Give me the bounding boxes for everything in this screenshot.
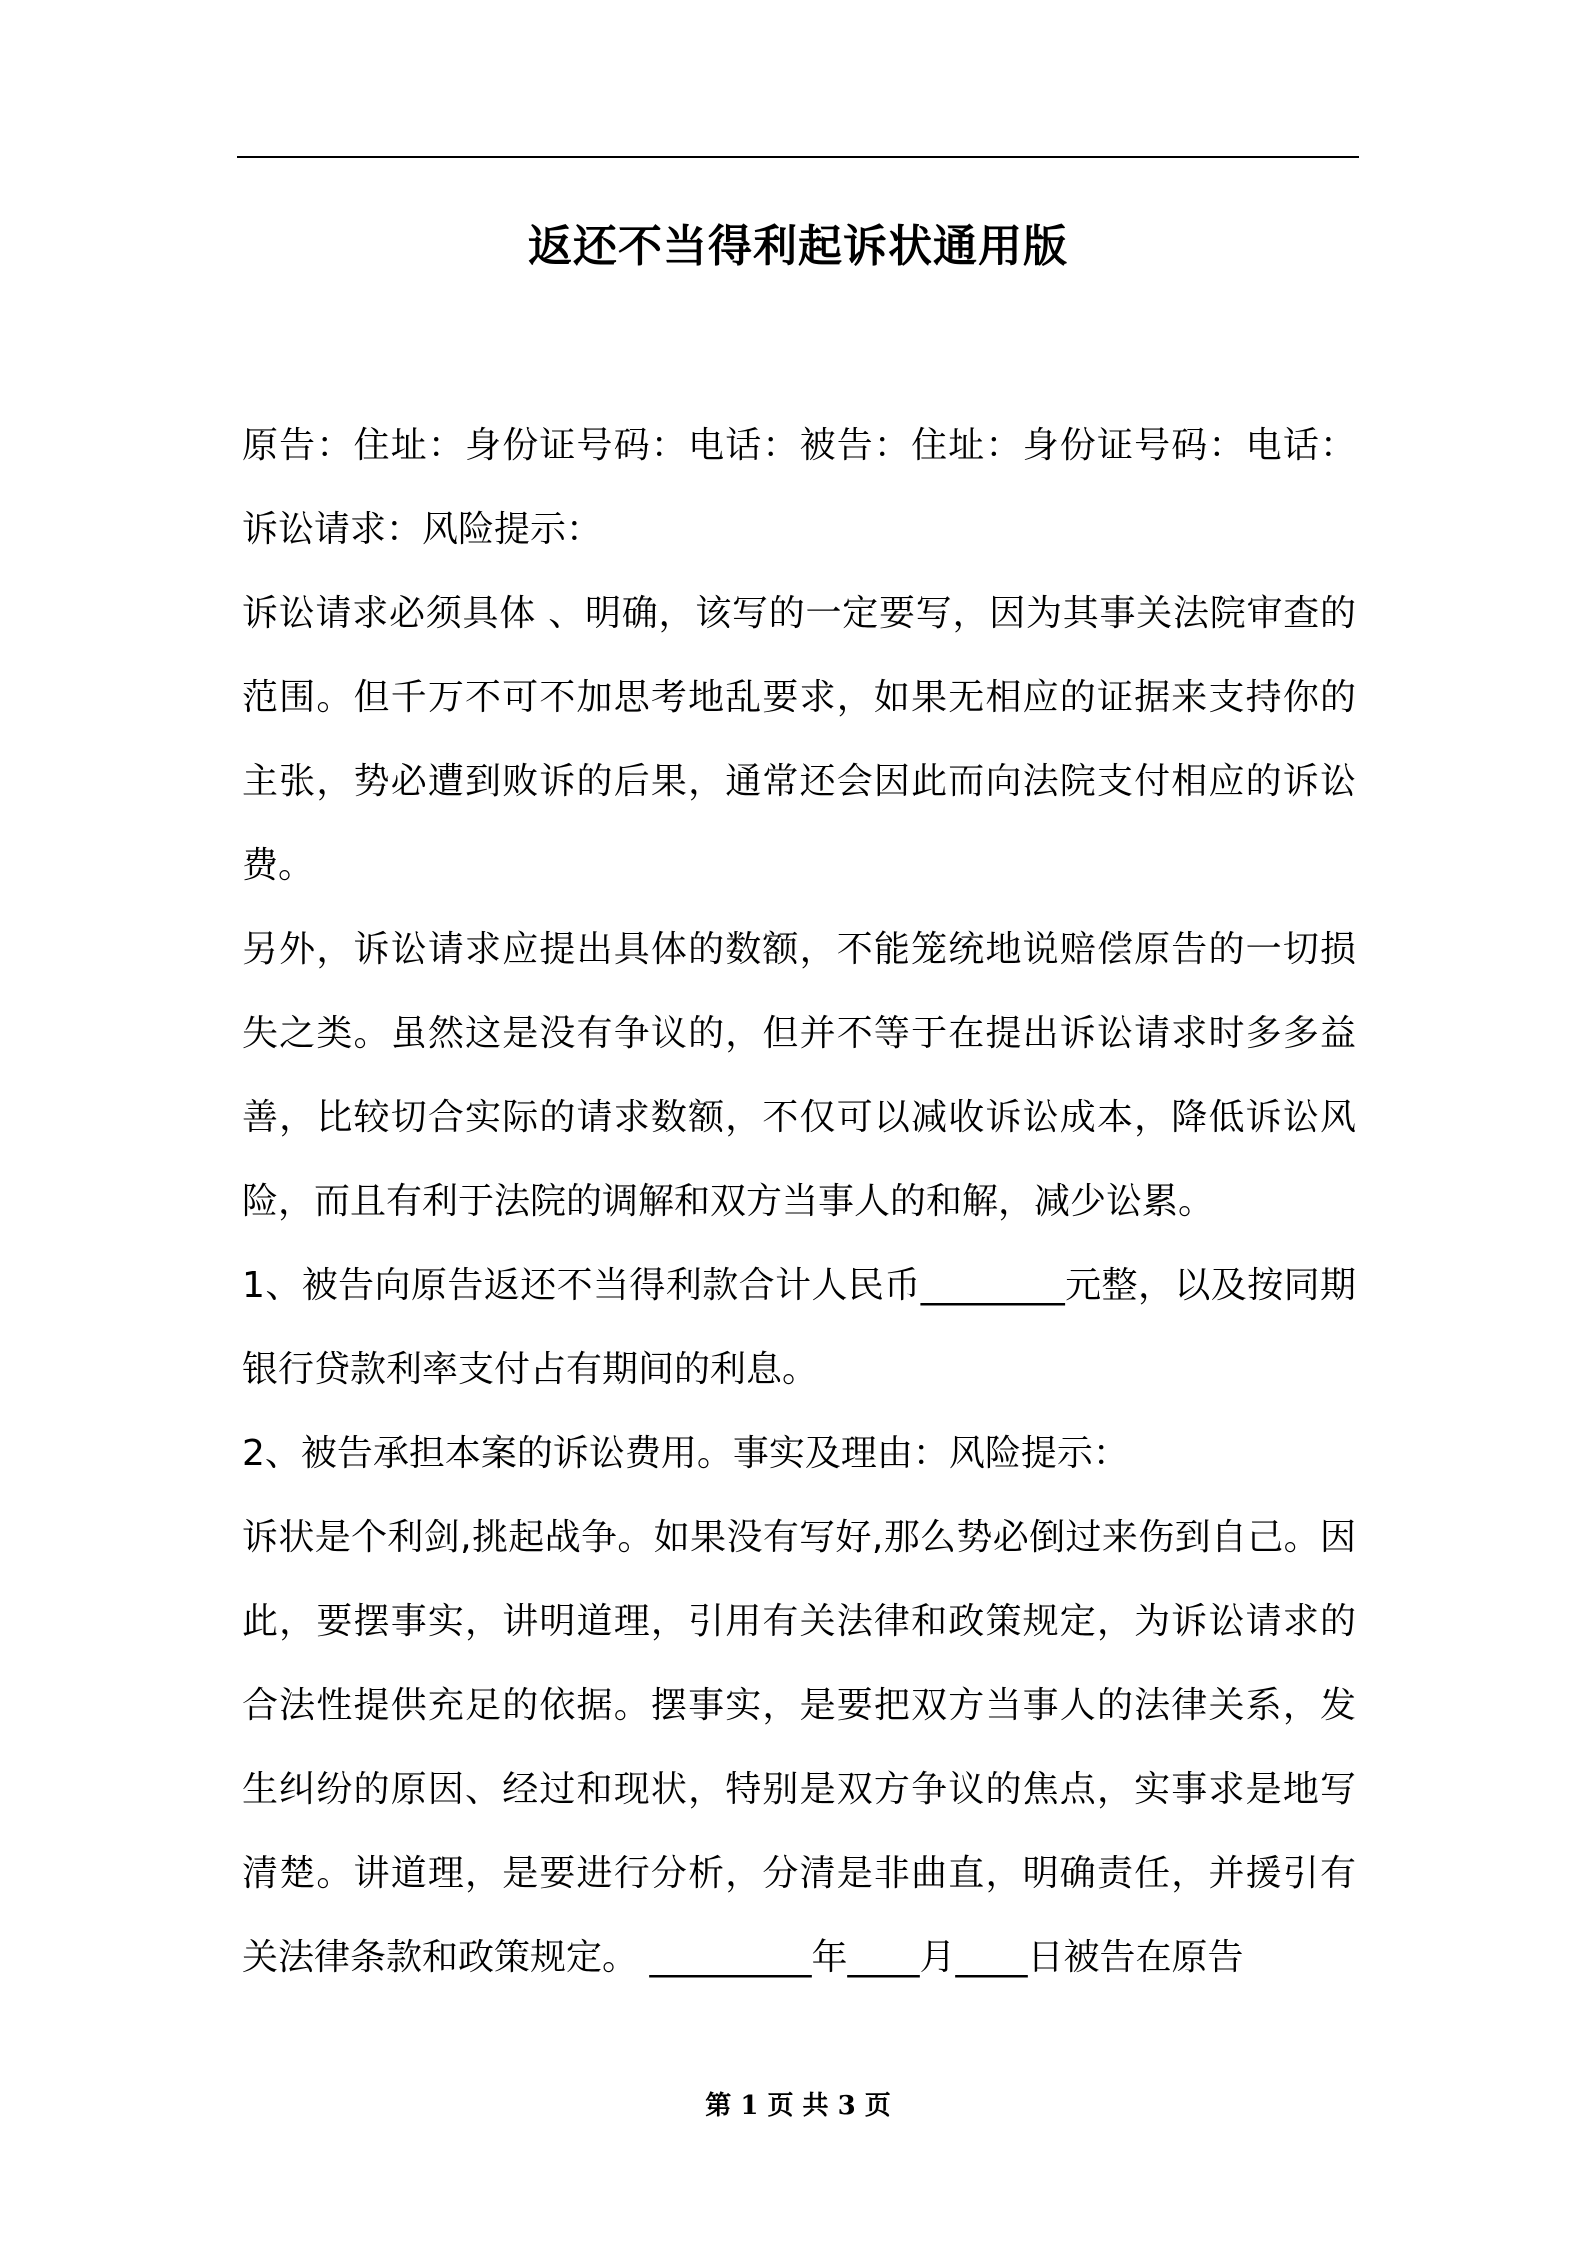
paragraph-facts-reasons: 诉状是个利剑,挑起战争。如果没有写好,那么势必倒过来伤到自己。因此，要摆事实，讲明道理，引用有关法律和政策规定，为诉讼请求的合法性提供充足的依据。摆事实，是要把双方当事人的法律关系，发生纠纷的原因、经过和现状，特别是双方争议的焦点，实事求是地写清楚。讲道理，是要进行分析，分清是非曲直，明确责任，并援引有关法律条款和政策规定。 _________年____月____日被告在原告 — [242, 1517, 1356, 1978]
paragraph-claim-item-2: 2、被告承担本案的诉讼费用。事实及理由：风险提示： — [242, 1433, 1129, 1474]
header-divider — [237, 156, 1359, 158]
paragraph-parties: 原告：住址：身份证号码：电话：被告：住址：身份证号码：电话：诉讼请求：风险提示： — [242, 425, 1356, 550]
paragraph-claim-requirements: 诉讼请求必须具体 、明确，该写的一定要写，因为其事关法院审查的范围。但千万不可不加思考地乱要求，如果无相应的证据来支持你的主张，势必遭到败诉的后果，通常还会因此而向法院支付相应的诉讼费。 — [242, 593, 1356, 886]
paragraph-claim-item-1: 1、被告向原告返还不当得利款合计人民币________元整，以及按同期银行贷款利率支付占有期间的利息。 — [242, 1265, 1356, 1390]
paragraph-claim-amount: 另外，诉讼请求应提出具体的数额，不能笼统地说赔偿原告的一切损失之类。虽然这是没有争议的，但并不等于在提出诉讼请求时多多益善，比较切合实际的请求数额，不仅可以减收诉讼成本，降低诉讼风险，而且有利于法院的调解和双方当事人的和解，减少讼累。 — [242, 929, 1356, 1222]
page-number-footer: 第 1 页 共 3 页 — [705, 2091, 891, 2121]
document-body — [242, 404, 1356, 2000]
document-title: 返还不当得利起诉状通用版 — [528, 221, 1068, 272]
